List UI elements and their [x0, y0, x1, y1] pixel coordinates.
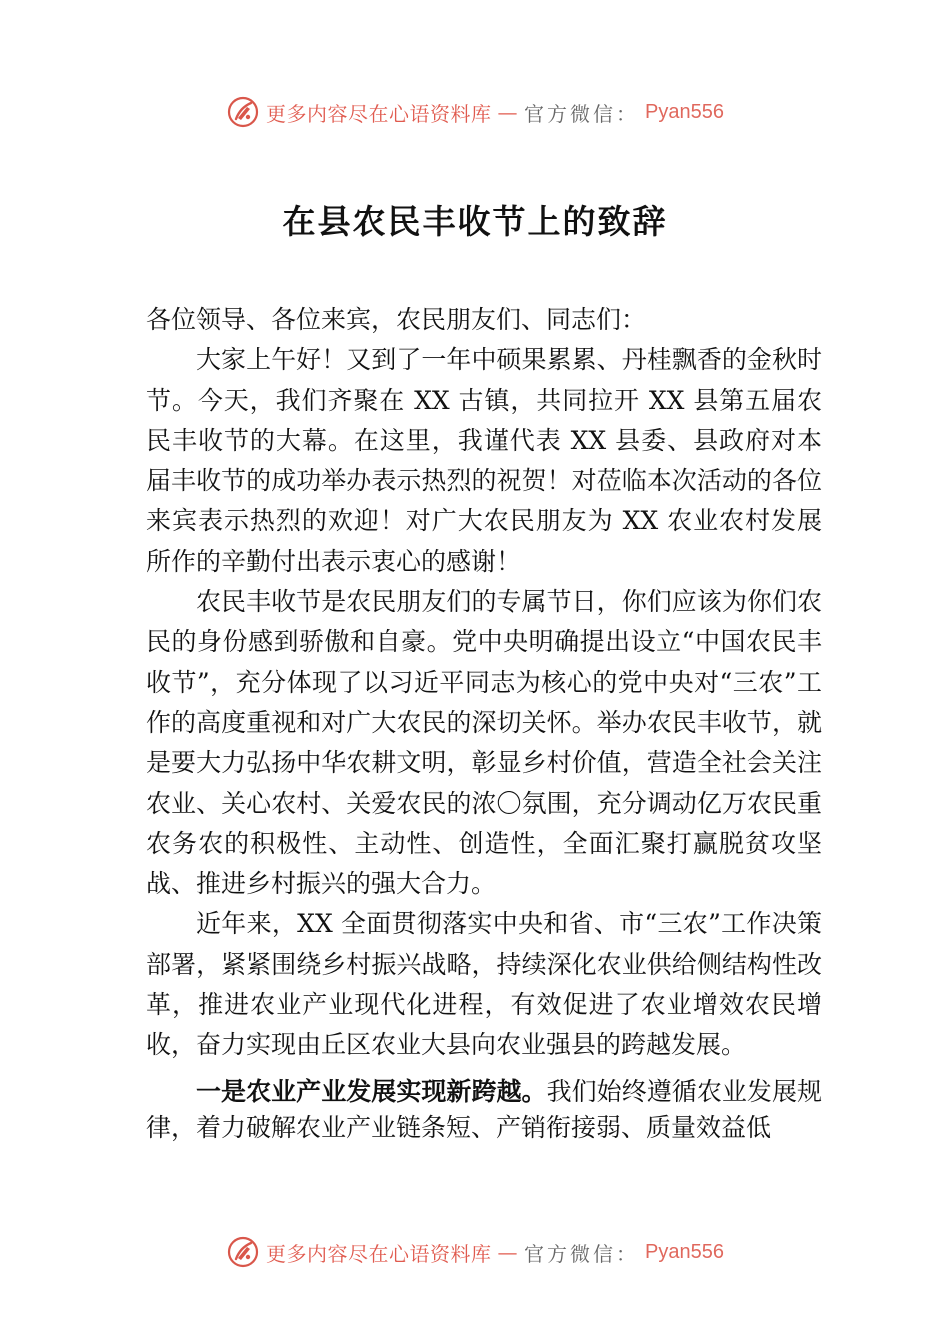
paragraph-greeting: 大家上午好！又到了一年中硕果累累、丹桂飘香的金秋时节。今天，我们齐聚在 XX 古镇，共同拉开 XX 县第五届农民丰收节的大幕。在这里，我谨代表 XX 县委、县政府对本届丰收节的成功举办表示热烈的祝贺！对莅临本次活动的各位来宾表示热烈的欢迎！对广大农民朋友为 XX 农业农村发展所作的辛勤付出表示衷心的感谢！ [146, 345, 822, 576]
paragraph-text: 我们始终遵循农业发展规律，着力破解农业产业链条短、产销衔接弱、质量效益低 [146, 1076, 822, 1142]
watermark-handle: Pyan556 [645, 1240, 724, 1263]
paragraph-lead-heading: 一是农业产业发展实现新跨越。 [196, 1076, 547, 1106]
watermark-wechat-label: 官方微信： [524, 1241, 640, 1266]
pen-seal-logo-icon [226, 1235, 260, 1269]
header-watermark [0, 92, 950, 132]
document-body [146, 300, 822, 1146]
footer-watermark [0, 1232, 950, 1272]
watermark-separator: — [497, 100, 519, 124]
salutation: 各位领导、各位来宾，农民朋友们、同志们： [146, 305, 647, 334]
pen-seal-logo-icon [226, 95, 260, 129]
paragraph-recent-progress: 近年来，XX 全面贯彻落实中央和省、市“三农”工作决策部署，紧紧围绕乡村振兴战略，持续深化农业供给侧结构性改革，推进农业产业现代化进程，有效促进了农业增效农民增收，奋力实现由丘区农业大县向农业强县的跨越发展。 [146, 909, 822, 1060]
paragraph-industry-development [146, 1074, 822, 1146]
watermark-handle: Pyan556 [645, 100, 724, 123]
paragraph-festival-significance: 农民丰收节是农民朋友们的专属节日，你们应该为你们农民的身份感到骄傲和自豪。党中央明确提出设立“中国农民丰收节”，充分体现了以习近平同志为核心的党中央对“三农”工作的高度重视和对广大农民的深切关怀。举办农民丰收节，就是要大力弘扬中华农耕文明，彰显乡村价值，营造全社会关注农业、关心农村、关爱农民的浓〇氛围，充分调动亿万农民重农务农的积极性、主动性、创造性，全面汇聚打赢脱贫攻坚战、推进乡村振兴的强大合力。 [146, 587, 822, 899]
watermark-separator: — [497, 1240, 519, 1264]
watermark-wechat-label: 官方微信： [524, 101, 640, 126]
document-title: 在县农民丰收节上的致辞 [282, 202, 668, 241]
watermark-brand-text: 更多内容尽在心语资料库 [266, 1241, 492, 1266]
watermark-brand-text: 更多内容尽在心语资料库 [266, 101, 492, 126]
